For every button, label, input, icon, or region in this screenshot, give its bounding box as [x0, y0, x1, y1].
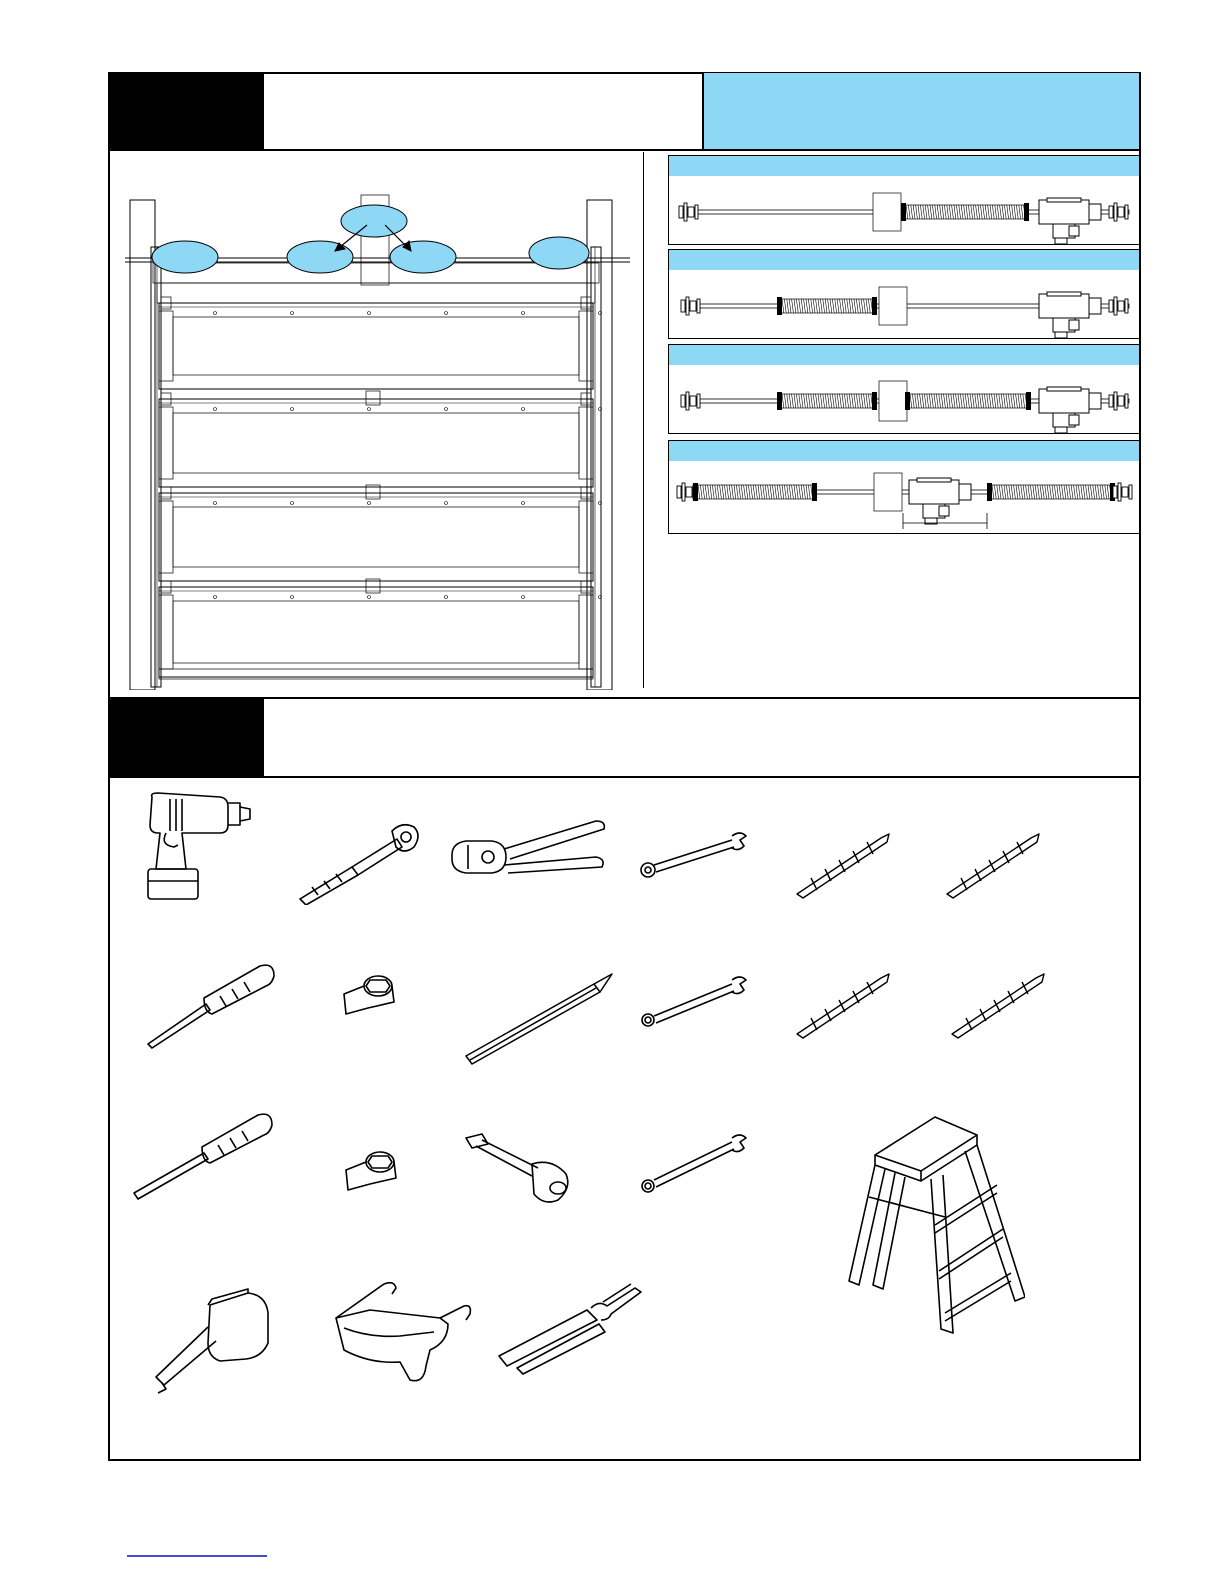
door-section-1 [159, 303, 593, 389]
door-section-3 [159, 493, 593, 581]
drill-bit-icon [793, 970, 893, 1040]
center-bearing-plate [879, 381, 907, 421]
center-bearing-plate [874, 473, 902, 511]
nut-driver-icon [462, 1130, 577, 1210]
content-divider [643, 152, 644, 688]
right-cable-drum [1109, 300, 1113, 312]
right-cable-drum [1109, 395, 1113, 407]
operator-unit [1039, 294, 1089, 318]
socket-icon [338, 972, 398, 1024]
callout-oval-2 [287, 241, 353, 273]
phillips-screwdriver-icon [142, 960, 277, 1050]
step-block [108, 72, 264, 150]
right-cable-drum [1109, 206, 1113, 218]
operator-unit [909, 480, 959, 504]
spring-panel-1 [668, 155, 1140, 245]
drill-bit-icon [793, 830, 893, 900]
footer-link-underline[interactable] [127, 1555, 267, 1557]
wrench-icon [636, 830, 751, 880]
drill-bit-icon [948, 970, 1048, 1040]
spring-assembly-4 [669, 441, 1140, 534]
spring-assembly-1 [669, 156, 1140, 245]
tools-bottom-rule [108, 776, 1141, 778]
header-info-box [704, 73, 1139, 150]
header-divider [702, 72, 704, 150]
left-cable-drum [681, 300, 685, 312]
section-title [270, 90, 690, 130]
door-drawing [115, 155, 640, 690]
left-cable-drum [677, 486, 681, 498]
drill-bit-icon [943, 830, 1043, 900]
tape-measure-icon [150, 1285, 275, 1395]
safety-glasses-icon [330, 1280, 475, 1390]
callout-oval-1 [152, 241, 218, 273]
center-bearing-plate [873, 193, 901, 231]
flat-screwdriver-icon [130, 1105, 275, 1200]
pencil-icon [462, 970, 617, 1065]
step-ladder-icon [835, 1105, 1025, 1340]
pliers-icon [495, 1280, 645, 1375]
spring-assembly-3 [669, 345, 1140, 434]
header-rail [153, 263, 599, 283]
spring-assembly-2 [669, 250, 1140, 339]
wrench-icon [636, 972, 751, 1032]
door-section-4 [159, 587, 593, 677]
wrench-icon [636, 1128, 751, 1198]
spring-panel-3 [668, 344, 1140, 434]
ratchet-wrench-icon [292, 815, 427, 905]
spring-panel-2 [668, 249, 1140, 339]
left-cable-drum [681, 395, 685, 407]
tools-step-block [108, 697, 264, 778]
operator-unit [1039, 389, 1089, 413]
callout-oval-3 [390, 241, 456, 273]
center-bearing-plate [879, 287, 907, 325]
cordless-drill-icon [130, 785, 260, 910]
spring-panel-4 [668, 440, 1140, 534]
callout-oval-4 [529, 237, 589, 269]
left-cable-drum [679, 206, 683, 218]
garage-door-diagram [115, 155, 640, 690]
header-bottom-rule [108, 149, 1141, 151]
socket-icon [340, 1148, 400, 1200]
operator-unit [1039, 200, 1089, 224]
tools-title [270, 715, 690, 755]
callout-oval-5 [341, 205, 407, 237]
door-section-2 [159, 399, 593, 487]
cable-cutter-icon [448, 815, 613, 890]
right-cable-drum [1113, 486, 1117, 498]
